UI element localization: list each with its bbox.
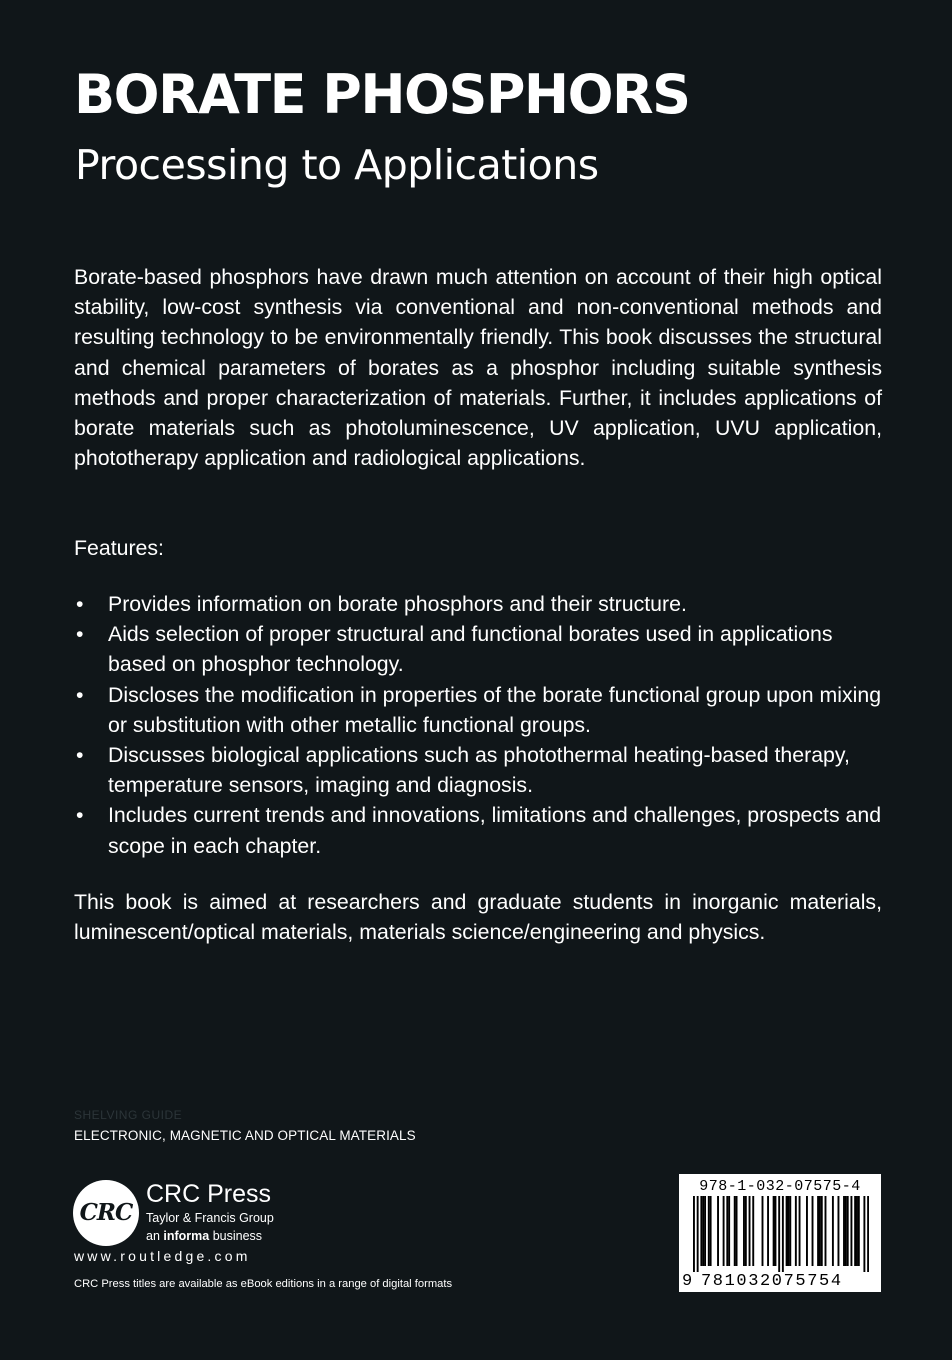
feature-text: Provides information on borate phosphors and their structure.	[108, 592, 687, 616]
audience-statement: This book is aimed at researchers and graduate students in inorganic materials, luminescent/optical materials, materials science/engineering and physics.	[74, 890, 882, 945]
barcode-bar	[847, 1196, 849, 1266]
book-description: Borate-based phosphors have drawn much attention on account of their high optical stability, low-cost synthesis via conventional and non-conventional methods and resulting technology to be environmentally friendly. This book discusses the structural and chemical parameters of borates as a phosphor including suitable synthesis methods and proper characterization of materials. Further, it includes applications of borate materials such as photoluminescence, UV application, UVU application, phototherapy application and radiological applications.	[74, 265, 882, 471]
barcode-bar	[693, 1196, 695, 1272]
informa-tagline	[146, 1229, 262, 1243]
barcode-bar	[704, 1196, 706, 1266]
shelving-category: ELECTRONIC, MAGNETIC AND OPTICAL MATERIALS	[74, 1128, 416, 1143]
feature-text: Includes current trends and innovations, limitations and challenges, prospects and scope in each chapter.	[108, 803, 882, 858]
feature-text: Discloses the modification in properties of the borate functional group upon mixing or substitution with other metallic functional groups.	[108, 682, 882, 737]
barcode-bars-icon	[693, 1196, 869, 1272]
barcode-bar	[743, 1196, 745, 1266]
bullet-icon: •	[76, 743, 84, 768]
ebook-note: CRC Press titles are available as eBook editions in a range of digital formats	[74, 1278, 453, 1290]
feature-item	[74, 619, 882, 679]
book-subtitle: Processing to Applications	[75, 141, 599, 189]
barcode-bar	[775, 1196, 777, 1266]
feature-text: Aids selection of proper structural and functional borates used in applications based on phosphor technology.	[108, 622, 833, 677]
feature-item	[74, 800, 882, 860]
barcode-bar	[812, 1196, 814, 1266]
barcode-bar	[767, 1196, 769, 1266]
book-title: BORATE PHOSPHORS	[74, 63, 690, 126]
barcode-bar	[795, 1196, 797, 1266]
barcode-bar	[773, 1196, 775, 1266]
shelving-guide-label: SHELVING GUIDE	[74, 1108, 183, 1122]
barcode-bar	[806, 1196, 808, 1266]
crc-logo-icon	[73, 1180, 139, 1246]
barcode-bar	[726, 1196, 728, 1266]
publisher-website[interactable]: www.routledge.com	[74, 1248, 251, 1264]
isbn-first-digit: 9	[682, 1272, 693, 1291]
informa-suffix: business	[209, 1229, 263, 1243]
barcode-bar	[717, 1196, 719, 1266]
barcode-bar	[736, 1196, 738, 1266]
barcode-bar	[700, 1196, 702, 1266]
bullet-icon: •	[76, 622, 84, 647]
barcode-bar	[734, 1196, 736, 1266]
informa-prefix: an	[146, 1229, 164, 1243]
barcode-bar	[854, 1196, 856, 1266]
feature-item	[74, 589, 882, 619]
publisher-group: Taylor & Francis Group	[146, 1211, 274, 1225]
barcode-bar	[856, 1196, 858, 1266]
barcode-bar	[825, 1196, 827, 1266]
barcode-bar	[867, 1196, 869, 1272]
bullet-icon: •	[76, 803, 84, 828]
feature-item	[74, 740, 882, 800]
barcode-bar	[749, 1196, 751, 1266]
barcode-bar	[710, 1196, 712, 1266]
barcode-bar	[863, 1196, 865, 1272]
isbn-digits: 781032075754	[701, 1272, 843, 1291]
feature-item	[74, 680, 882, 740]
barcode-bar	[787, 1196, 789, 1266]
barcode-bar	[786, 1196, 788, 1266]
barcode-bar	[789, 1196, 791, 1266]
barcode-bar	[752, 1196, 754, 1266]
barcode-bar	[850, 1196, 852, 1266]
crc-logo-text: CRC	[79, 1199, 133, 1226]
publisher-name: CRC Press	[146, 1180, 272, 1208]
barcode-bar	[702, 1196, 704, 1266]
barcode-bar	[858, 1196, 860, 1266]
barcode-bar	[762, 1196, 764, 1266]
isbn-number: 978-1-032-07575-4	[699, 1178, 861, 1195]
features-label: Features:	[74, 536, 164, 560]
isbn-barcode	[679, 1174, 881, 1292]
barcode-bar	[697, 1196, 699, 1272]
barcode-bar	[845, 1196, 847, 1266]
barcode-bar	[778, 1196, 780, 1272]
barcode-bar	[728, 1196, 730, 1266]
barcode-bar	[782, 1196, 784, 1272]
bullet-icon: •	[76, 592, 84, 616]
barcode-bar	[745, 1196, 747, 1266]
informa-brand: informa	[163, 1229, 210, 1243]
bullet-icon: •	[76, 682, 84, 707]
features-list	[74, 589, 882, 861]
barcode-bar	[821, 1196, 823, 1266]
barcode-bar	[832, 1196, 834, 1266]
barcode-bar	[819, 1196, 821, 1266]
barcode-bar	[723, 1196, 725, 1266]
feature-text: Discusses biological applications such as photothermal heating-based therapy, temperature sensors, imaging and diagnosis.	[108, 743, 850, 798]
barcode-bar	[799, 1196, 801, 1266]
barcode-bar	[708, 1196, 710, 1266]
barcode-bar	[843, 1196, 845, 1266]
barcode-bar	[838, 1196, 840, 1266]
barcode-bar	[817, 1196, 819, 1266]
